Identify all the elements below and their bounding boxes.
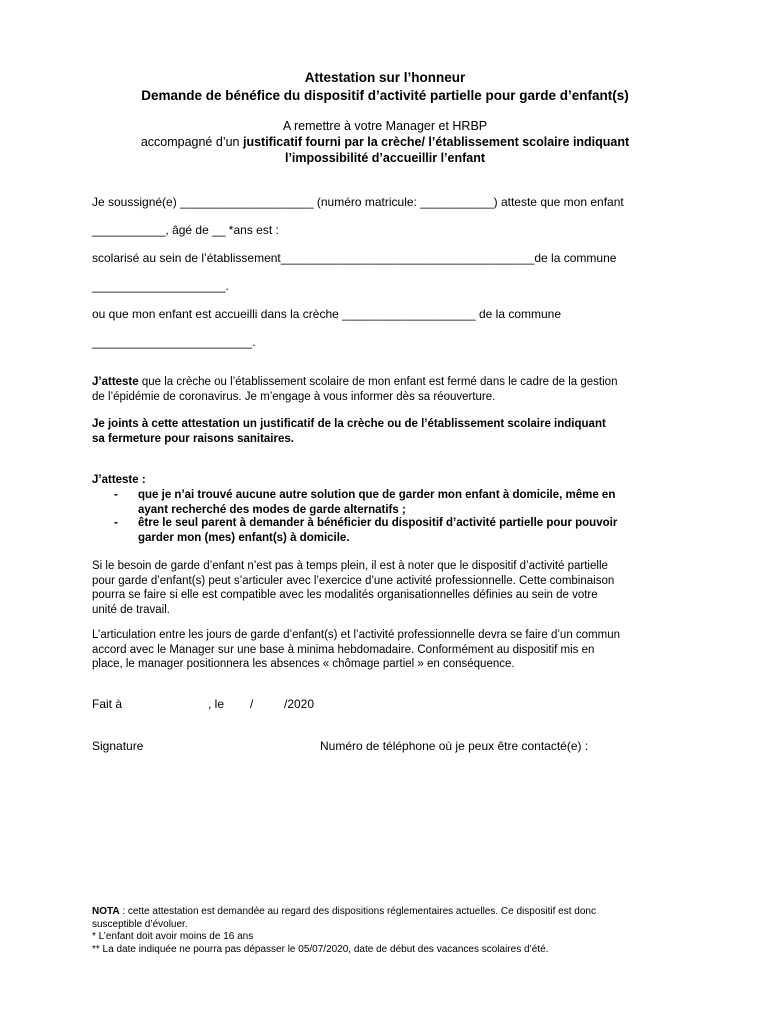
footnotes bbox=[92, 906, 692, 956]
footnote-date: ** La date indiquée ne pourra pas dépasser le 05/07/2020, date de début des vacances scolaires d’été. bbox=[92, 943, 549, 955]
nota-line-2: susceptible d’évoluer. bbox=[92, 918, 188, 930]
nota-label: NOTA bbox=[92, 906, 120, 917]
bullet-dash: - bbox=[114, 489, 118, 501]
form-line-commune-2[interactable]: ________________________. bbox=[92, 335, 256, 349]
form-line-commune-1[interactable]: ____________________. bbox=[92, 279, 229, 293]
document-title: Attestation sur l’honneur bbox=[304, 70, 466, 85]
signature-label: Signature bbox=[92, 739, 144, 753]
articulation-line-3: place, le manager positionnera les absences « chômage partiel » en conséquence. bbox=[92, 658, 515, 670]
attest-item-1 bbox=[92, 488, 680, 518]
articulation-line-2: accord avec le Manager sur une base à minima hebdomadaire. Conformément au dispositif mis en bbox=[92, 643, 595, 656]
paragraph-besoin-garde bbox=[92, 559, 680, 617]
attest-label: J’atteste bbox=[92, 376, 139, 388]
attest-fermeture-text-1: que la crèche ou l’établissement scolaire de mon enfant est fermé dans le cadre de la gestion bbox=[138, 376, 618, 388]
justificatif-prefix: accompagné d’un bbox=[140, 135, 243, 149]
nota-line-1 bbox=[92, 906, 692, 919]
attest-item-2-line-1: être le seul parent à demander à bénéficier du dispositif d’activité partielle pour pouvoir bbox=[138, 517, 618, 529]
justificatif-line bbox=[0, 135, 770, 149]
date-le-label: , le bbox=[208, 697, 225, 711]
form-line-soussigne[interactable]: Je soussigné(e) ____________________ (numéro matricule: ___________) atteste que mon enfant bbox=[92, 195, 624, 209]
date-year: /2020 bbox=[284, 697, 315, 711]
recipient-line: A remettre à votre Manager et HRBP bbox=[282, 119, 488, 133]
besoin-line-3: pourra se faire si elle est compatible avec les modalités organisationnelles définies au sein de votre bbox=[92, 589, 598, 601]
joins-justificatif bbox=[92, 417, 680, 446]
nota-text: : cette attestation est demandée au regard des dispositions réglementaires actuelles. Ce dispositif est donc bbox=[119, 906, 596, 917]
besoin-line-4: unité de travail. bbox=[92, 603, 170, 616]
besoin-line-1: Si le besoin de garde d’enfant n’est pas à temps plein, il est à noter que le dispositif d’activité partielle bbox=[92, 560, 608, 572]
besoin-line-2: pour garde d’enfant(s) peut s’articuler avec l’exercice d’une activité professionnelle. Cette combinaison bbox=[92, 574, 615, 587]
articulation-line-1: L’articulation entre les jours de garde d’enfant(s) et l’activité professionnelle devra se faire d’un commun bbox=[92, 629, 621, 641]
date-slash: / bbox=[250, 697, 254, 711]
attest-fermeture bbox=[92, 375, 680, 404]
document-subtitle: Demande de bénéfice du dispositif d’activité partielle pour garde d’enfant(s) bbox=[141, 88, 629, 103]
justificatif-bold: justificatif fourni par la crèche/ l’établissement scolaire indiquant bbox=[242, 135, 630, 149]
paragraph-articulation bbox=[92, 628, 680, 672]
form-line-age[interactable]: ___________, âgé de __ *ans est : bbox=[92, 223, 279, 237]
justificatif-line-2: l’impossibilité d’accueillir l’enfant bbox=[284, 151, 486, 165]
form-line-etablissement[interactable]: scolarisé au sein de l’établissement______________________________________de la commune bbox=[92, 251, 617, 265]
bullet-dash: - bbox=[114, 517, 118, 529]
joins-line-1: Je joints à cette attestation un justificatif de la crèche ou de l’établissement scolaire indiquant bbox=[92, 418, 606, 430]
footnote-age: * L’enfant doit avoir moins de 16 ans bbox=[92, 931, 254, 942]
joins-line-2: sa fermeture pour raisons sanitaires. bbox=[92, 432, 294, 445]
fait-a-label: Fait à bbox=[92, 697, 123, 711]
attest-item-2-line-2: garder mon (mes) enfant(s) à domicile. bbox=[138, 531, 350, 544]
attest-item-1-line-1: que je n’ai trouvé aucune autre solution que de garder mon enfant à domicile, même en bbox=[138, 489, 616, 501]
attest-item-1-line-2: ayant recherché des modes de garde alternatifs ; bbox=[138, 503, 406, 516]
attest-heading: J’atteste : bbox=[92, 474, 146, 486]
attest-item-2 bbox=[92, 516, 680, 546]
phone-label: Numéro de téléphone où je peux être contacté(e) : bbox=[320, 739, 589, 753]
form-line-creche[interactable]: ou que mon enfant est accueilli dans la crèche ____________________ de la commune bbox=[92, 307, 562, 321]
attest-fermeture-text-2: de l’épidémie de coronavirus. Je m’engage à vous informer dès sa réouverture. bbox=[92, 390, 496, 403]
